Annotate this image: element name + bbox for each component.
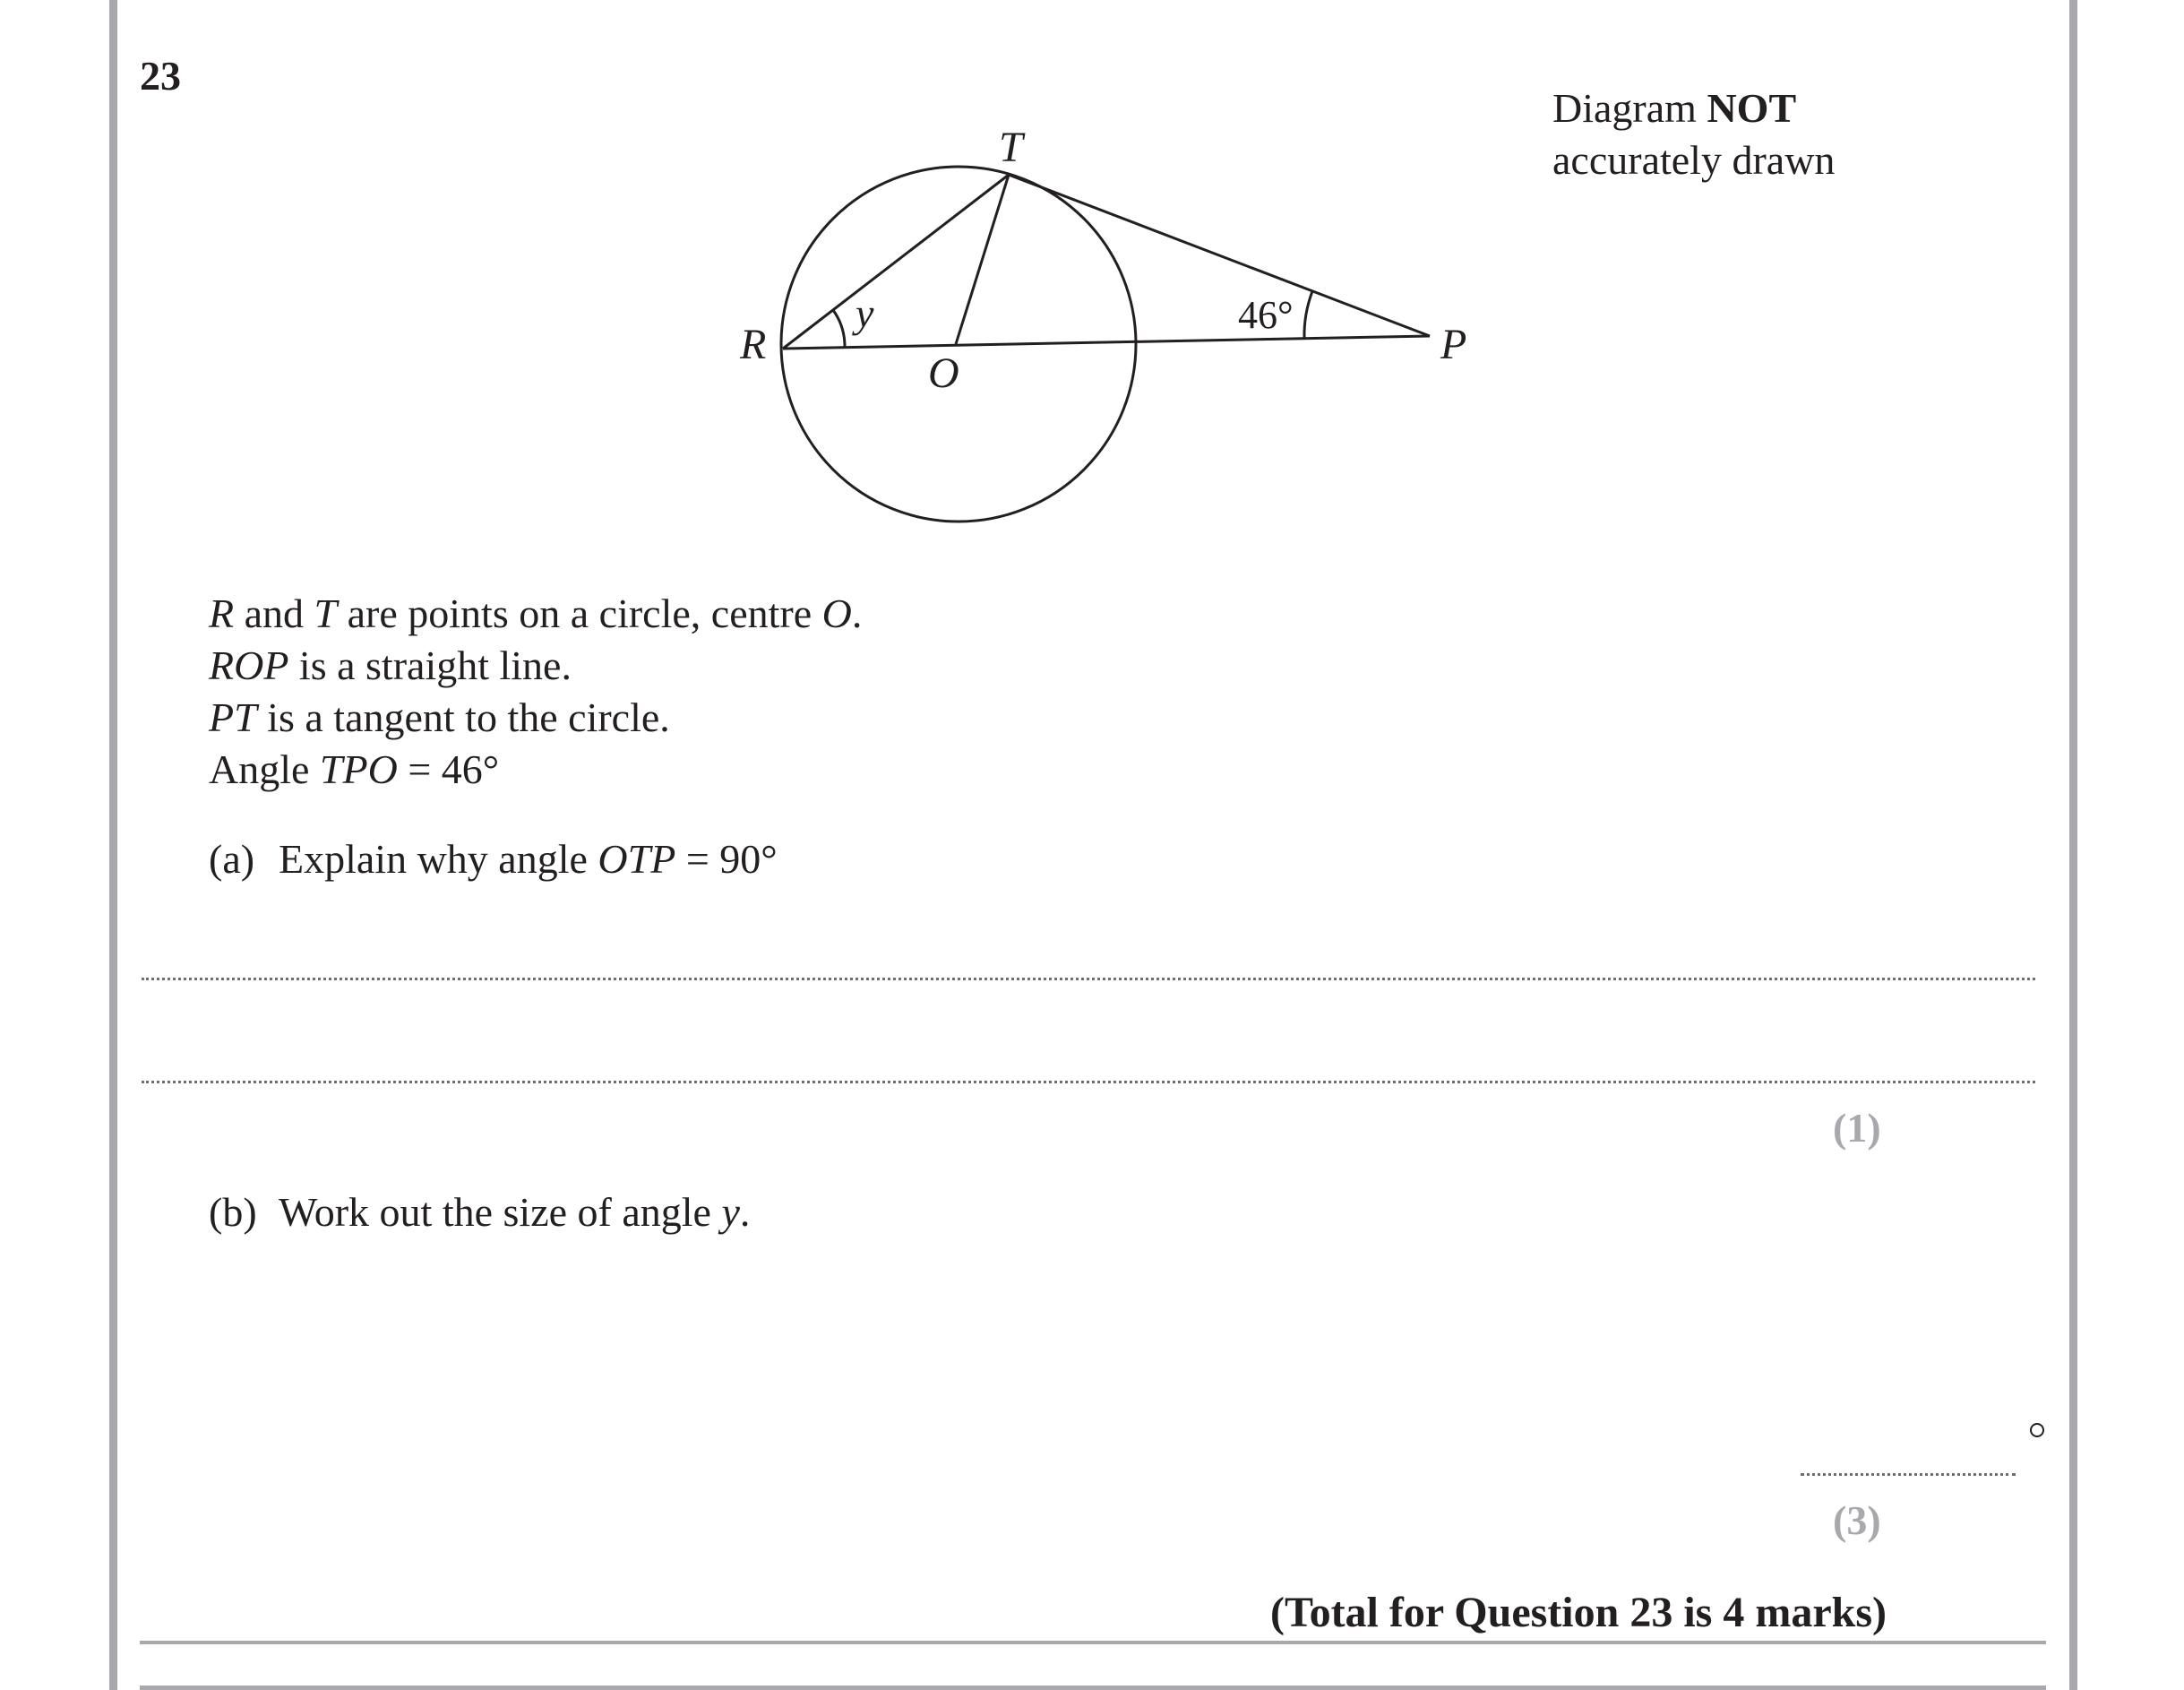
part-a-marks: (1) bbox=[1833, 1105, 1881, 1151]
radius-OT bbox=[956, 175, 1009, 344]
text-segment: . bbox=[739, 1189, 751, 1235]
answer-line-b[interactable] bbox=[1801, 1473, 2016, 1476]
text-segment: Explain why angle bbox=[279, 836, 598, 882]
math-variable: R bbox=[209, 591, 235, 636]
answer-line-a1[interactable] bbox=[142, 978, 2035, 980]
text-segment: is a straight line. bbox=[288, 642, 572, 688]
math-variable: TPO bbox=[319, 746, 398, 792]
text-segment: Angle bbox=[209, 746, 320, 792]
answer-line-a2[interactable] bbox=[142, 1081, 2035, 1083]
circle-tangent-diagram bbox=[0, 0, 2184, 591]
diagram-note-emphasis: NOT bbox=[1707, 85, 1797, 131]
part-b-question bbox=[209, 1189, 751, 1235]
part-a-label: (a) bbox=[209, 836, 255, 882]
label-y: y bbox=[856, 290, 874, 336]
angle-arc-y bbox=[833, 310, 845, 347]
part-a-question bbox=[209, 836, 778, 882]
section-rule-upper bbox=[140, 1641, 2046, 1644]
line-ROP bbox=[783, 336, 1430, 349]
diagram-note-line2: accurately drawn bbox=[1552, 137, 1836, 183]
angle-arc-46 bbox=[1304, 291, 1312, 339]
math-variable: ROP bbox=[209, 642, 289, 688]
text-segment: Work out the size of angle bbox=[279, 1189, 722, 1235]
text-segment: . bbox=[851, 591, 863, 636]
statement-1 bbox=[209, 593, 862, 634]
label-O: O bbox=[928, 349, 959, 397]
text-segment: = 46° bbox=[397, 746, 500, 792]
part-b-label: (b) bbox=[209, 1189, 257, 1235]
math-variable: PT bbox=[209, 694, 257, 740]
label-46-degrees: 46° bbox=[1238, 293, 1294, 337]
text-segment: is a tangent to the circle. bbox=[256, 694, 670, 740]
section-rule-lower bbox=[140, 1686, 2046, 1690]
part-b-marks: (3) bbox=[1833, 1497, 1881, 1543]
question-total: (Total for Question 23 is 4 marks) bbox=[1269, 1589, 1887, 1636]
label-P: P bbox=[1440, 321, 1467, 368]
chord-RT bbox=[783, 175, 1009, 349]
math-variable: OTP bbox=[598, 836, 676, 882]
degree-symbol bbox=[2030, 1423, 2044, 1437]
statement-2 bbox=[209, 642, 572, 688]
math-variable: T bbox=[314, 591, 338, 636]
text-segment: are points on a circle, centre bbox=[337, 591, 822, 636]
tangent-TP bbox=[1009, 175, 1430, 336]
label-R: R bbox=[740, 321, 767, 368]
diagram-note-prefix: Diagram bbox=[1552, 85, 1697, 131]
label-T: T bbox=[999, 124, 1023, 171]
text-segment: and bbox=[234, 591, 314, 636]
question-number: 23 bbox=[140, 53, 181, 99]
statement-3 bbox=[209, 694, 670, 740]
statement-4 bbox=[209, 746, 500, 792]
math-variable: O bbox=[821, 591, 852, 636]
math-variable: y bbox=[721, 1189, 740, 1235]
text-segment: = 90° bbox=[675, 836, 778, 882]
